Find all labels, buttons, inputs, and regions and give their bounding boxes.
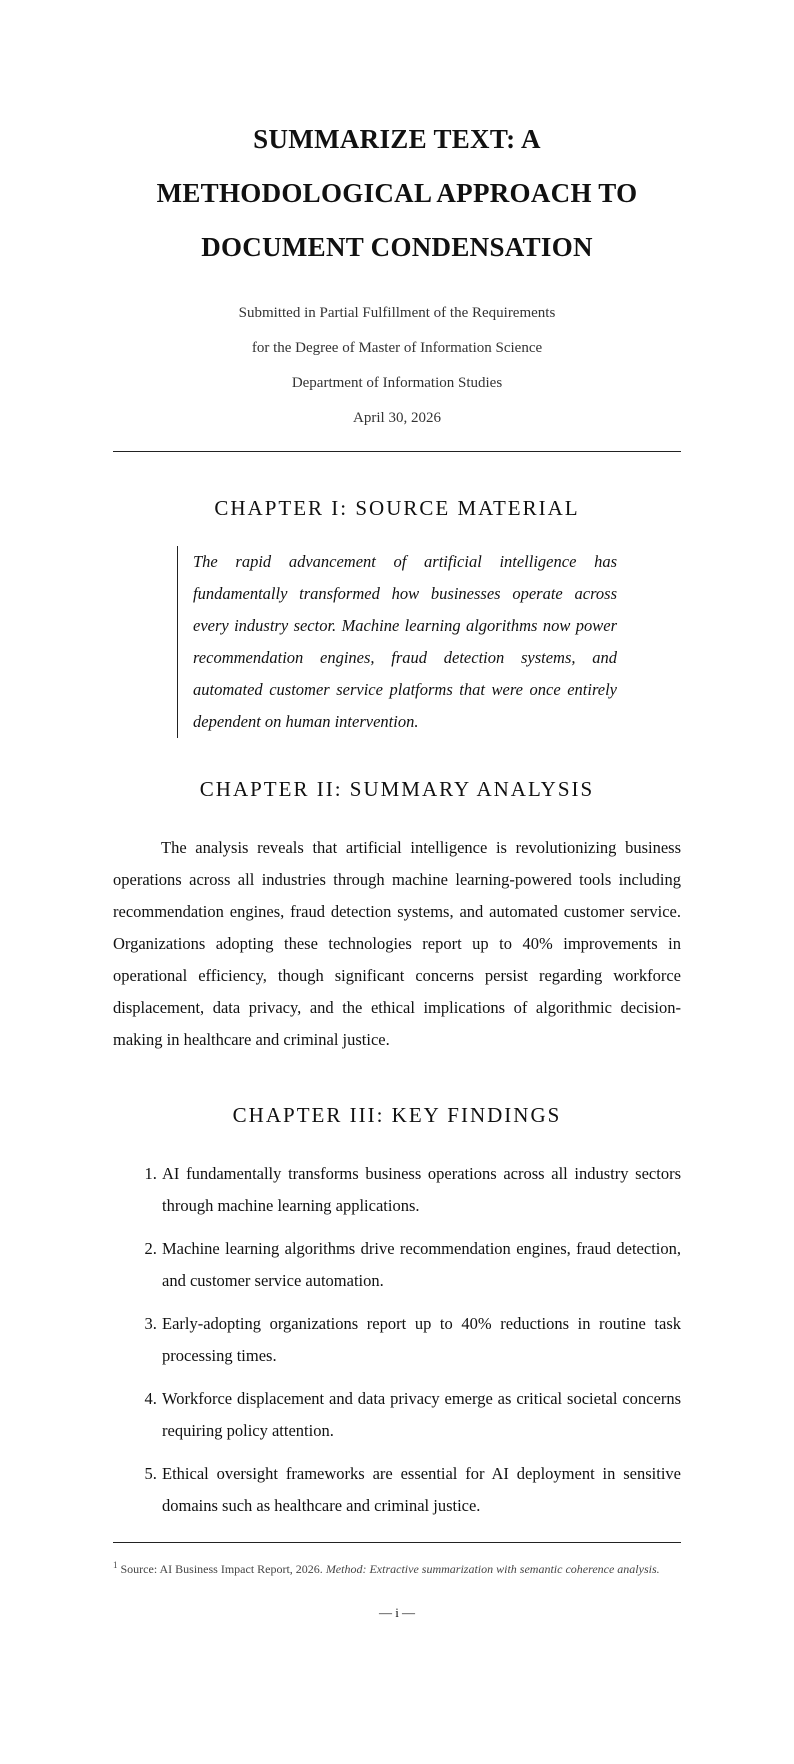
summary-paragraph: The analysis reveals that artificial intelligence is revolutionizing business operations across all industries through machine learning-powered tools including recommendation engines, fraud detection systems, and automated customer service. Organizations adopting these technologies report up to 40% improvements in operational efficiency, though significant concerns persist regarding workforce displacement, data privacy, and the ethical implications of algorithmic decision-making in healthcare and criminal justice. — [113, 838, 681, 1049]
submission-line-2: for the Degree of Master of Information Science — [251, 340, 543, 356]
title-divider — [113, 451, 681, 452]
page-number: — i — — [378, 1605, 416, 1620]
title-line-2: METHODOLOGICAL APPROACH TO — [156, 178, 638, 208]
footnote — [113, 1557, 681, 1577]
chapter-2-heading: CHAPTER II: SUMMARY ANALYSIS — [199, 777, 595, 801]
footnote-method: Method: Extractive summarization with semantic coherence analysis. — [325, 1562, 660, 1576]
chapter-1-heading: CHAPTER I: SOURCE MATERIAL — [214, 496, 580, 520]
title-line-3: DOCUMENT CONDENSATION — [201, 232, 593, 262]
submission-line-1: Submitted in Partial Fulfillment of the Requirements — [238, 305, 556, 321]
finding-item-5: 5. Ethical oversight frameworks are essential for AI deployment in sensitive domains such as healthcare and criminal justice. — [161, 1458, 681, 1522]
footnote-marker: 1 — [113, 1560, 118, 1570]
finding-item-3: 3. Early-adopting organizations report up to 40% reductions in routine task processing times. — [161, 1308, 681, 1372]
footnote-source: Source: AI Business Impact Report, 2026. — [120, 1562, 323, 1576]
department-line: Department of Information Studies — [291, 375, 503, 391]
finding-item-4: 4. Workforce displacement and data privacy emerge as critical societal concerns requiring policy attention. — [161, 1383, 681, 1447]
title-line-1: SUMMARIZE TEXT: A — [253, 124, 541, 154]
submission-info — [113, 296, 681, 436]
finding-item-2: 2. Machine learning algorithms drive recommendation engines, fraud detection, and customer service automation. — [161, 1233, 681, 1297]
source-quote: The rapid advancement of artificial intelligence has fundamentally transformed how businesses operate across every industry sector. Machine learning algorithms now power recommendation engines, fraud detection systems, and automated customer service platforms that were once entirely dependent on human intervention. — [177, 546, 617, 738]
footnote-divider — [113, 1542, 681, 1543]
document-title — [113, 112, 681, 274]
findings-list — [113, 1158, 681, 1522]
chapter-3-heading: CHAPTER III: KEY FINDINGS — [232, 1103, 562, 1127]
finding-item-1: 1. AI fundamentally transforms business operations across all industry sectors through machine learning applications. — [161, 1158, 681, 1222]
date-line: April 30, 2026 — [353, 410, 441, 426]
document-page — [113, 0, 681, 1621]
